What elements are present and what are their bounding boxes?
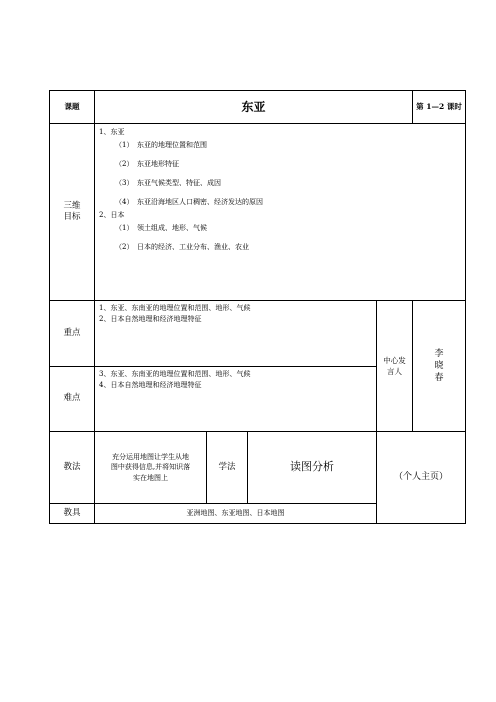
speaker-name-char: 晓 bbox=[434, 360, 444, 371]
speaker-label-line2: 言人 bbox=[387, 367, 402, 376]
goals-row bbox=[50, 124, 466, 301]
goals-label bbox=[50, 124, 95, 301]
lesson-title: 东亚 bbox=[95, 91, 413, 124]
goals-label-line1: 三维 bbox=[63, 200, 81, 211]
speaker-label bbox=[377, 301, 413, 432]
difficult-points-content bbox=[95, 367, 377, 432]
key-points-row bbox=[50, 301, 466, 367]
difficult-point-line: 4、日本自然地理和经济地理特征 bbox=[99, 381, 202, 389]
key-point-line: 2、日本自然地理和经济地理特征 bbox=[99, 315, 202, 323]
goal-line: （3） 东亚气候类型、特征、成因 bbox=[115, 179, 221, 187]
teaching-method-label: 教法 bbox=[50, 432, 95, 504]
teaching-method-text: 充分运用地图让学生从地 图中获得信息,并将知识落 实在地图上 bbox=[95, 432, 207, 504]
learning-method-value: 读图分析 bbox=[248, 432, 377, 504]
difficult-points-label: 难点 bbox=[50, 367, 95, 432]
tools-label: 教具 bbox=[50, 504, 95, 524]
lesson-plan-table bbox=[49, 90, 466, 524]
difficult-point-line: 3、东亚、东南亚的地理位置和范围、地形、气候 bbox=[99, 370, 251, 378]
goals-content bbox=[95, 124, 466, 301]
key-point-line: 1、东亚、东南亚的地理位置和范围、地形、气候 bbox=[99, 304, 251, 312]
key-points-label: 重点 bbox=[50, 301, 95, 367]
goal-line: （2） 东亚地形特征 bbox=[115, 160, 179, 168]
speaker-name bbox=[413, 301, 466, 432]
subject-label: 课题 bbox=[50, 91, 95, 124]
learning-method-label: 学法 bbox=[207, 432, 248, 504]
speaker-name-char: 李 bbox=[434, 348, 444, 359]
goals-label-line2: 目标 bbox=[63, 212, 81, 222]
period-label: 第 1—2 课时 bbox=[413, 91, 466, 124]
key-points-content bbox=[95, 301, 377, 367]
goal-line: （1） 东亚的地理位置和范围 bbox=[115, 141, 207, 149]
header-row bbox=[50, 91, 466, 124]
goal-line: （4） 东亚沿海地区人口稠密、经济发达的原因 bbox=[115, 198, 263, 206]
speaker-label-line1: 中心发 bbox=[383, 355, 406, 365]
goal-line: （1） 领土组成、地形、气候 bbox=[115, 224, 207, 232]
goal-line: （2） 日本的经济、工业分布、渔业、农业 bbox=[115, 243, 249, 251]
speaker-name-char: 春 bbox=[434, 373, 444, 384]
homepage-label: （个人主页） bbox=[377, 432, 466, 524]
tools-value: 亚洲地图、东亚地图、日本地图 bbox=[95, 504, 377, 524]
goal-line: 2、日本 bbox=[99, 211, 125, 219]
teaching-method-row bbox=[50, 432, 466, 504]
goal-line: 1、东亚 bbox=[99, 128, 125, 136]
